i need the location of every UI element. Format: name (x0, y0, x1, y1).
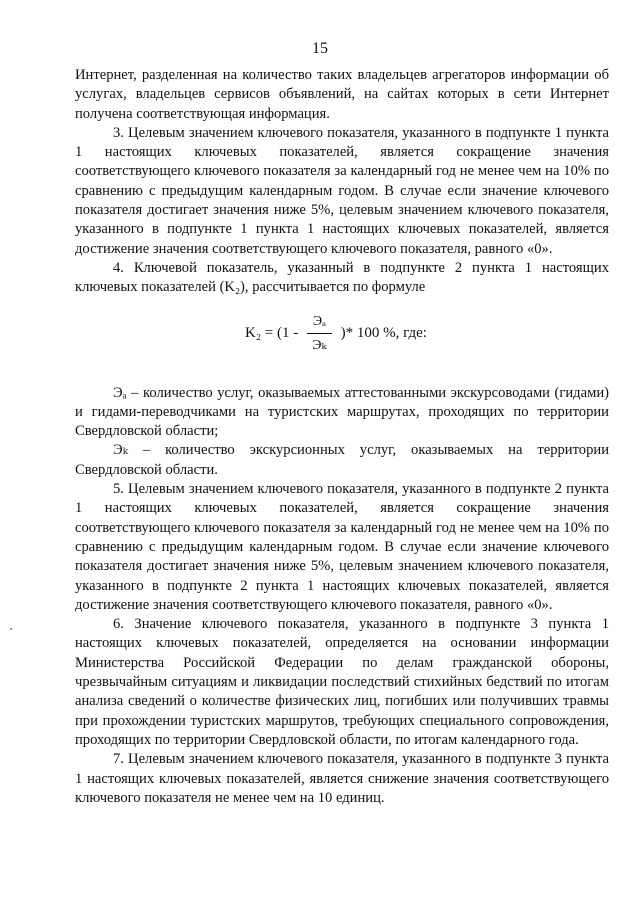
formula-lhs: K₂ = (1 - (245, 324, 299, 341)
document-body (75, 66, 609, 808)
definition-ek: Эₖ – количество экскурсионных услуг, оказываемых на территории Свердловской области. (75, 442, 609, 478)
formula-numerator: Эₐ (307, 312, 332, 334)
paragraph-7: 7. Целевым значением ключевого показателя, указанного в подпункте 3 пункта 1 настоящих ключевых показателей, является снижение значения соответствующего ключевого показателя не менее чем на 10 единиц. (75, 751, 609, 806)
paragraph-4: 4. Ключевой показатель, указанный в подпункте 2 пункта 1 настоящих ключевых показателей (K₂), рассчитывается по формуле (75, 259, 609, 296)
scan-dot (10, 628, 12, 630)
paragraph-3: 3. Целевым значением ключевого показателя, указанного в подпункте 1 пункта 1 настоящих ключевых показателей, является сокращение значения соответствующего ключевого показателя за календарный год не менее чем на 10% по сравнению с предыдущим календарным годом. В случае если значение ключевого показателя достигает значения ниже 5%, целевым значением ключевого показателя, указанного в подпункте 1 пункта 1 настоящих ключевых показателей, является достижение значения соответствующего ключевого показателя, равного «0». (75, 124, 609, 257)
formula (245, 312, 427, 356)
paragraph-6: 6. Значение ключевого показателя, указанного в подпункте 3 пункта 1 настоящих ключевых показателей, определяется на основании информации Министерства Российской Федерации по делам гражданской обороны, чрезвычайным ситуациям и ликвидации последствий стихийных бедствий по итогам анализа сведений о количестве физических лиц, погибших или получивших травмы при прохождении туристских маршрутов, требующих специального сопровождения, проходящих по территории Свердловской области, по итогам календарного года. (75, 616, 609, 748)
formula-denominator: Эₖ (312, 337, 327, 353)
formula-fraction (306, 312, 332, 356)
definition-ea: Эₐ – количество услуг, оказываемых аттестованными экскурсоводами (гидами) и гидами-переводчиками на туристских маршрутах, проходящих по территории Свердловской области; (75, 384, 609, 440)
formula-block (75, 298, 609, 370)
formula-rhs: )* 100 %, где: (340, 324, 427, 341)
paragraph-5: 5. Целевым значением ключевого показателя, указанного в подпункте 2 пункта 1 настоящих ключевых показателей, является сокращение значения соответствующего ключевого показателя за календарный год не менее чем на 10% по сравнению с предыдущим календарным годом. В случае если значение ключевого показателя достигает значения ниже 5%, целевым значением ключевого показателя, указанного в подпункте 2 пункта 1 настоящих ключевых показателей, является достижение значения соответствующего ключевого показателя, равного «0». (75, 481, 609, 613)
paragraph-continuation: Интернет, разделенная на количество таких владельцев агрегаторов информации об услугах, владельцев сервисов объявлений, на сайтах которых в сети Интернет получена соответствующая информация. (75, 67, 609, 122)
page-number: 15 (312, 40, 328, 57)
